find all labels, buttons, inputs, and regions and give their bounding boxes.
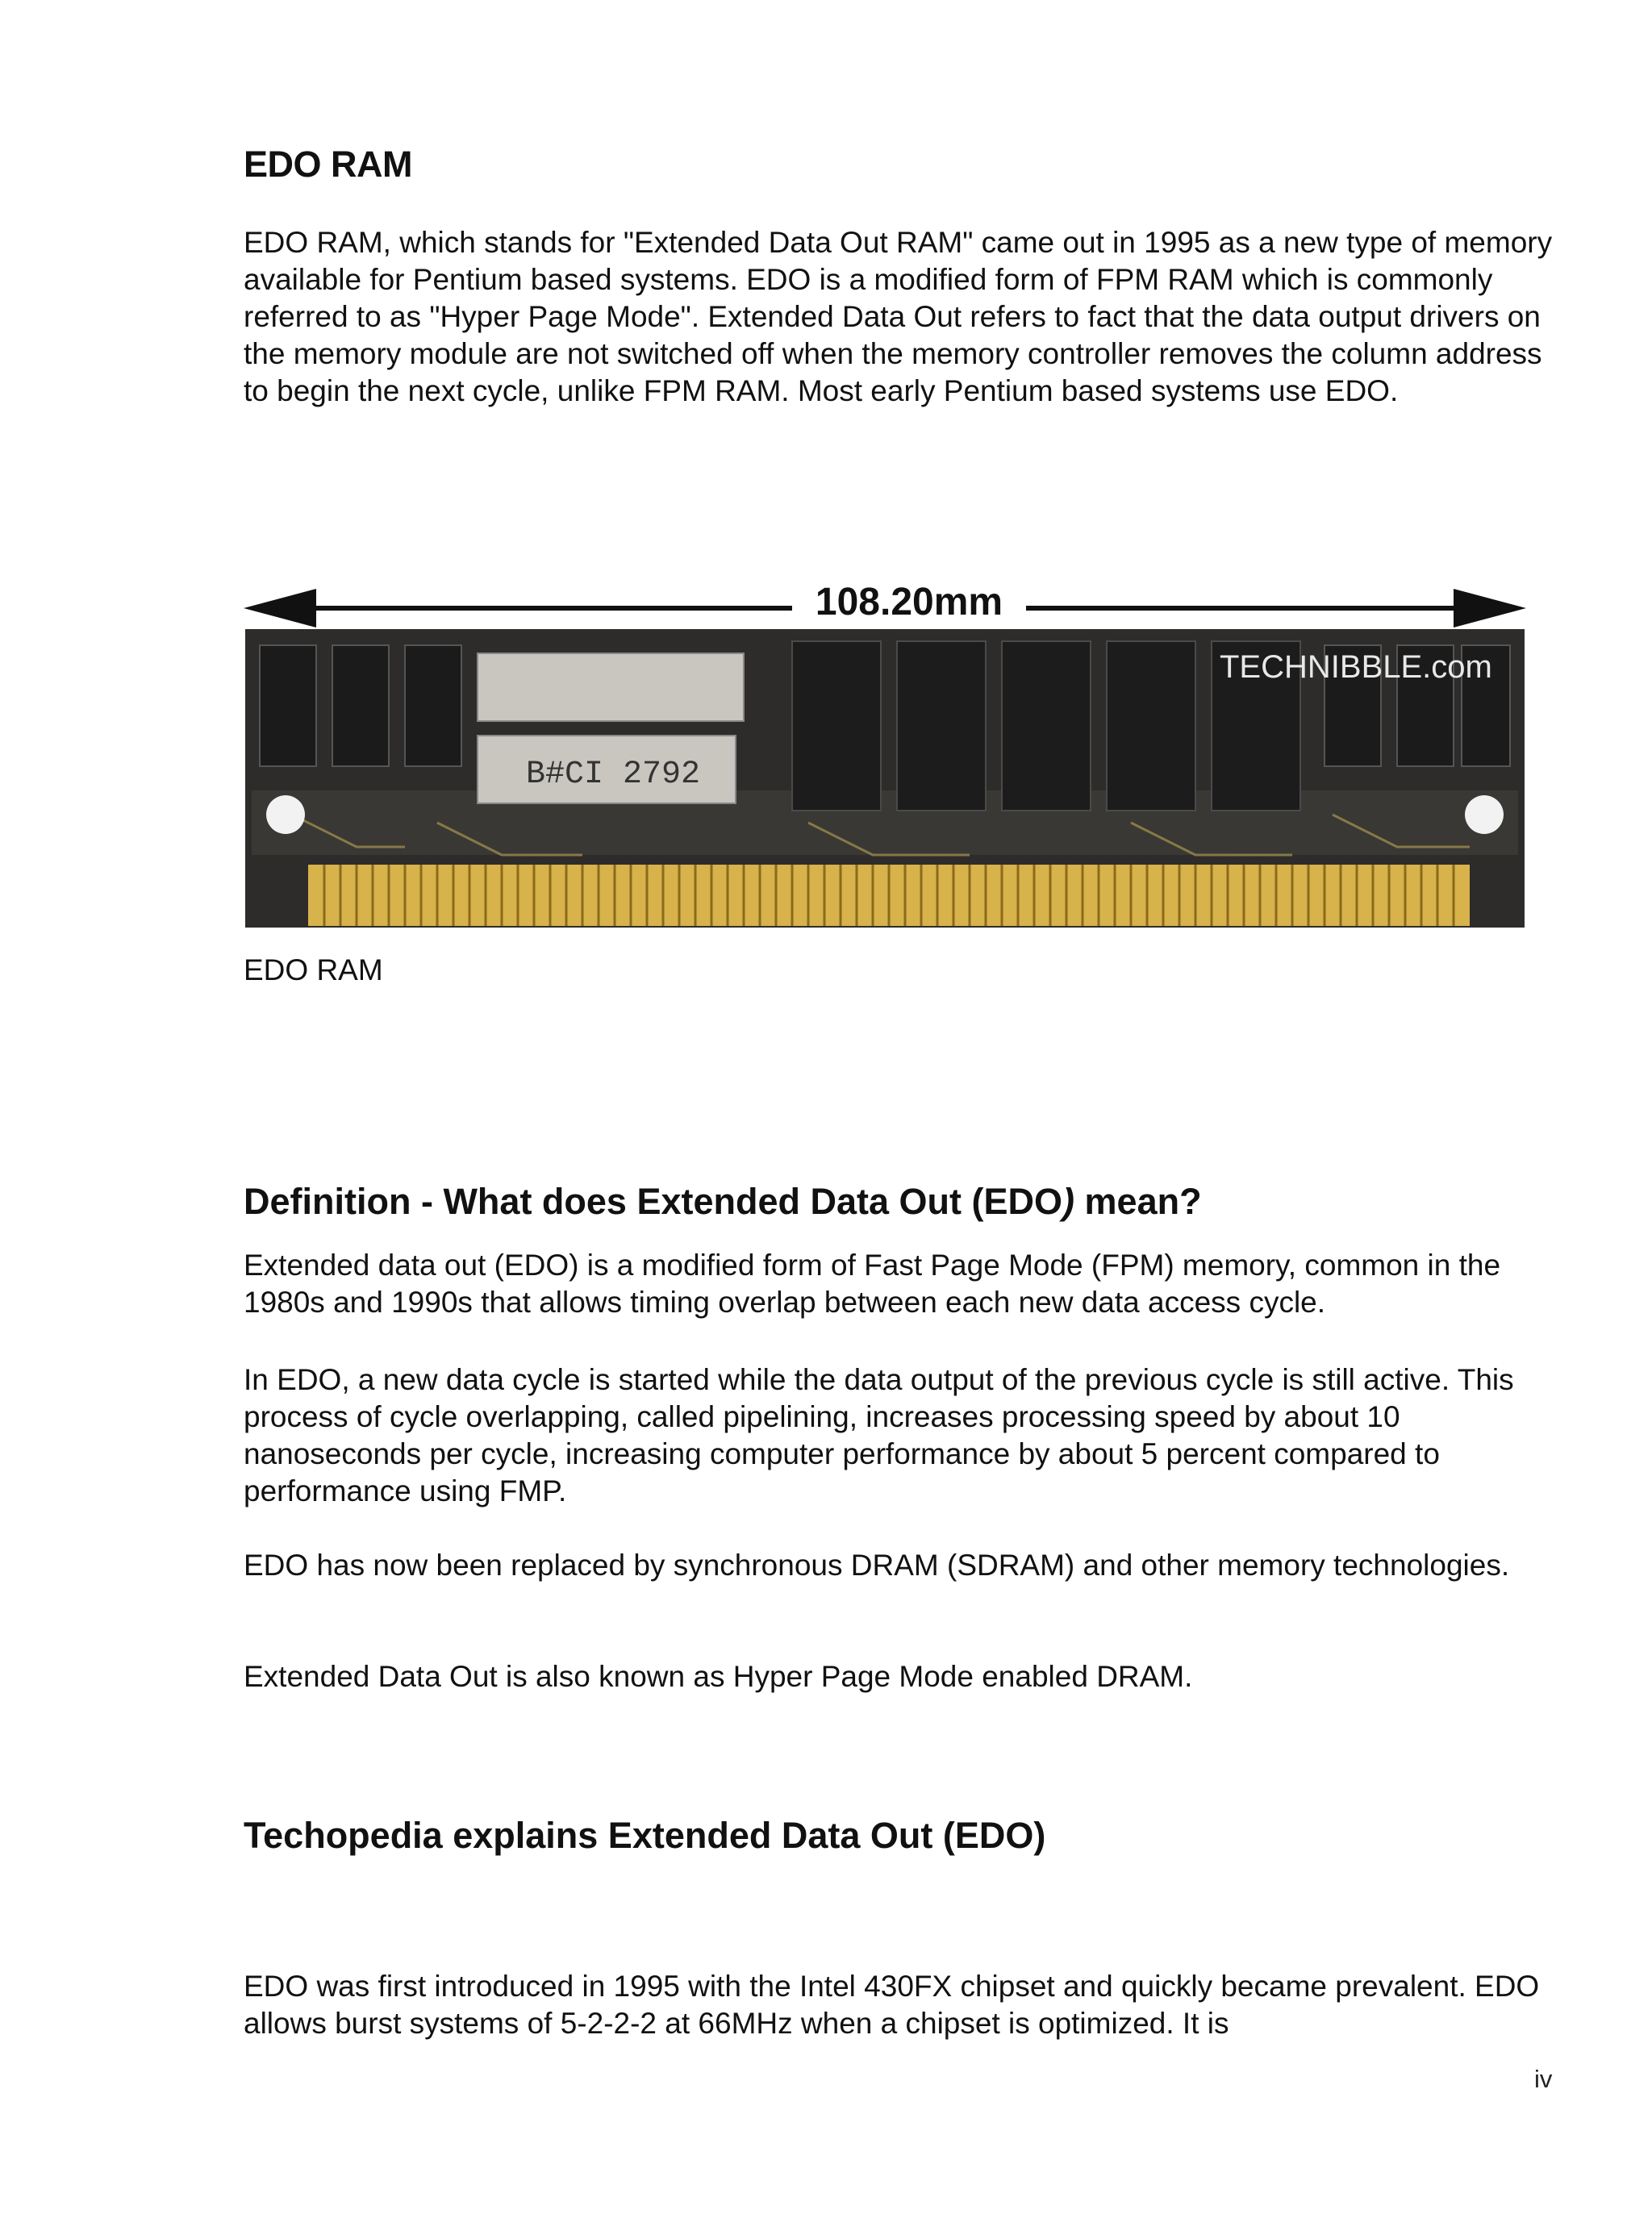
definition-title-italic: ): [1062, 1181, 1075, 1222]
definition-paragraph-1: Extended data out (EDO) is a modified form of Fast Page Mode (FPM) memory, common in the 1980s and 1990s that allows timing overlap between each new data access cycle.: [244, 1249, 1501, 1319]
section-title-techopedia: Techopedia explains Extended Data Out (EDO): [244, 1815, 1046, 1856]
techopedia-paragraph: EDO was first introduced in 1995 with the Intel 430FX chipset and quickly became prevalent. EDO allows burst systems of 5-2-2-2 at 66MHz when a chipset is optimized. It is: [244, 1970, 1540, 2040]
edo-ram-module-image: [244, 557, 1526, 940]
definition-paragraph-3: EDO has now been replaced by synchronous DRAM (SDRAM) and other memory technologies.: [244, 1549, 1510, 1582]
section-title-edo-ram: EDO RAM: [244, 144, 412, 185]
mounting-hole-right: [1465, 795, 1504, 834]
small-chips-left: [260, 645, 461, 766]
definition-paragraph-2: In EDO, a new data cycle is started while the data output of the previous cycle is still active. This process of cycle overlapping, called pipelining, increases processing speed by about 10 nanoseconds per cycle, increasing computer performance by about 5 percent compared to performance using FMP.: [244, 1363, 1514, 1507]
section-title-definition: [244, 1181, 1202, 1223]
watermark: TECHNIBBLE.com: [1220, 649, 1492, 685]
edo-ram-illustration: [244, 557, 1526, 940]
dimension-label: 108.20mm: [815, 581, 1003, 623]
mounting-hole-left: [266, 795, 305, 834]
edo-ram-paragraph: EDO RAM, which stands for "Extended Data Out RAM" came out in 1995 as a new type of memory available for Pentium based systems. EDO is a modified form of FPM RAM which is commonly referred to as "Hyper Page Mode". Extended Data Out refers to fact that the data output drivers on the memory module are not switched off when the memory controller removes the column address to begin the next cycle, unlike FPM RAM. Most early Pentium based systems use EDO.: [244, 226, 1553, 407]
definition-title-part1: Definition - What does Extended Data Out (EDO: [244, 1181, 1063, 1222]
page-number: iv: [1534, 2065, 1553, 2093]
definition-paragraph-4: Extended Data Out is also known as Hyper Page Mode enabled DRAM.: [244, 1660, 1193, 1693]
figure-caption: EDO RAM: [244, 953, 383, 986]
chip-label: B#CI 2792: [526, 757, 701, 793]
definition-title-part2: mean?: [1074, 1181, 1202, 1222]
